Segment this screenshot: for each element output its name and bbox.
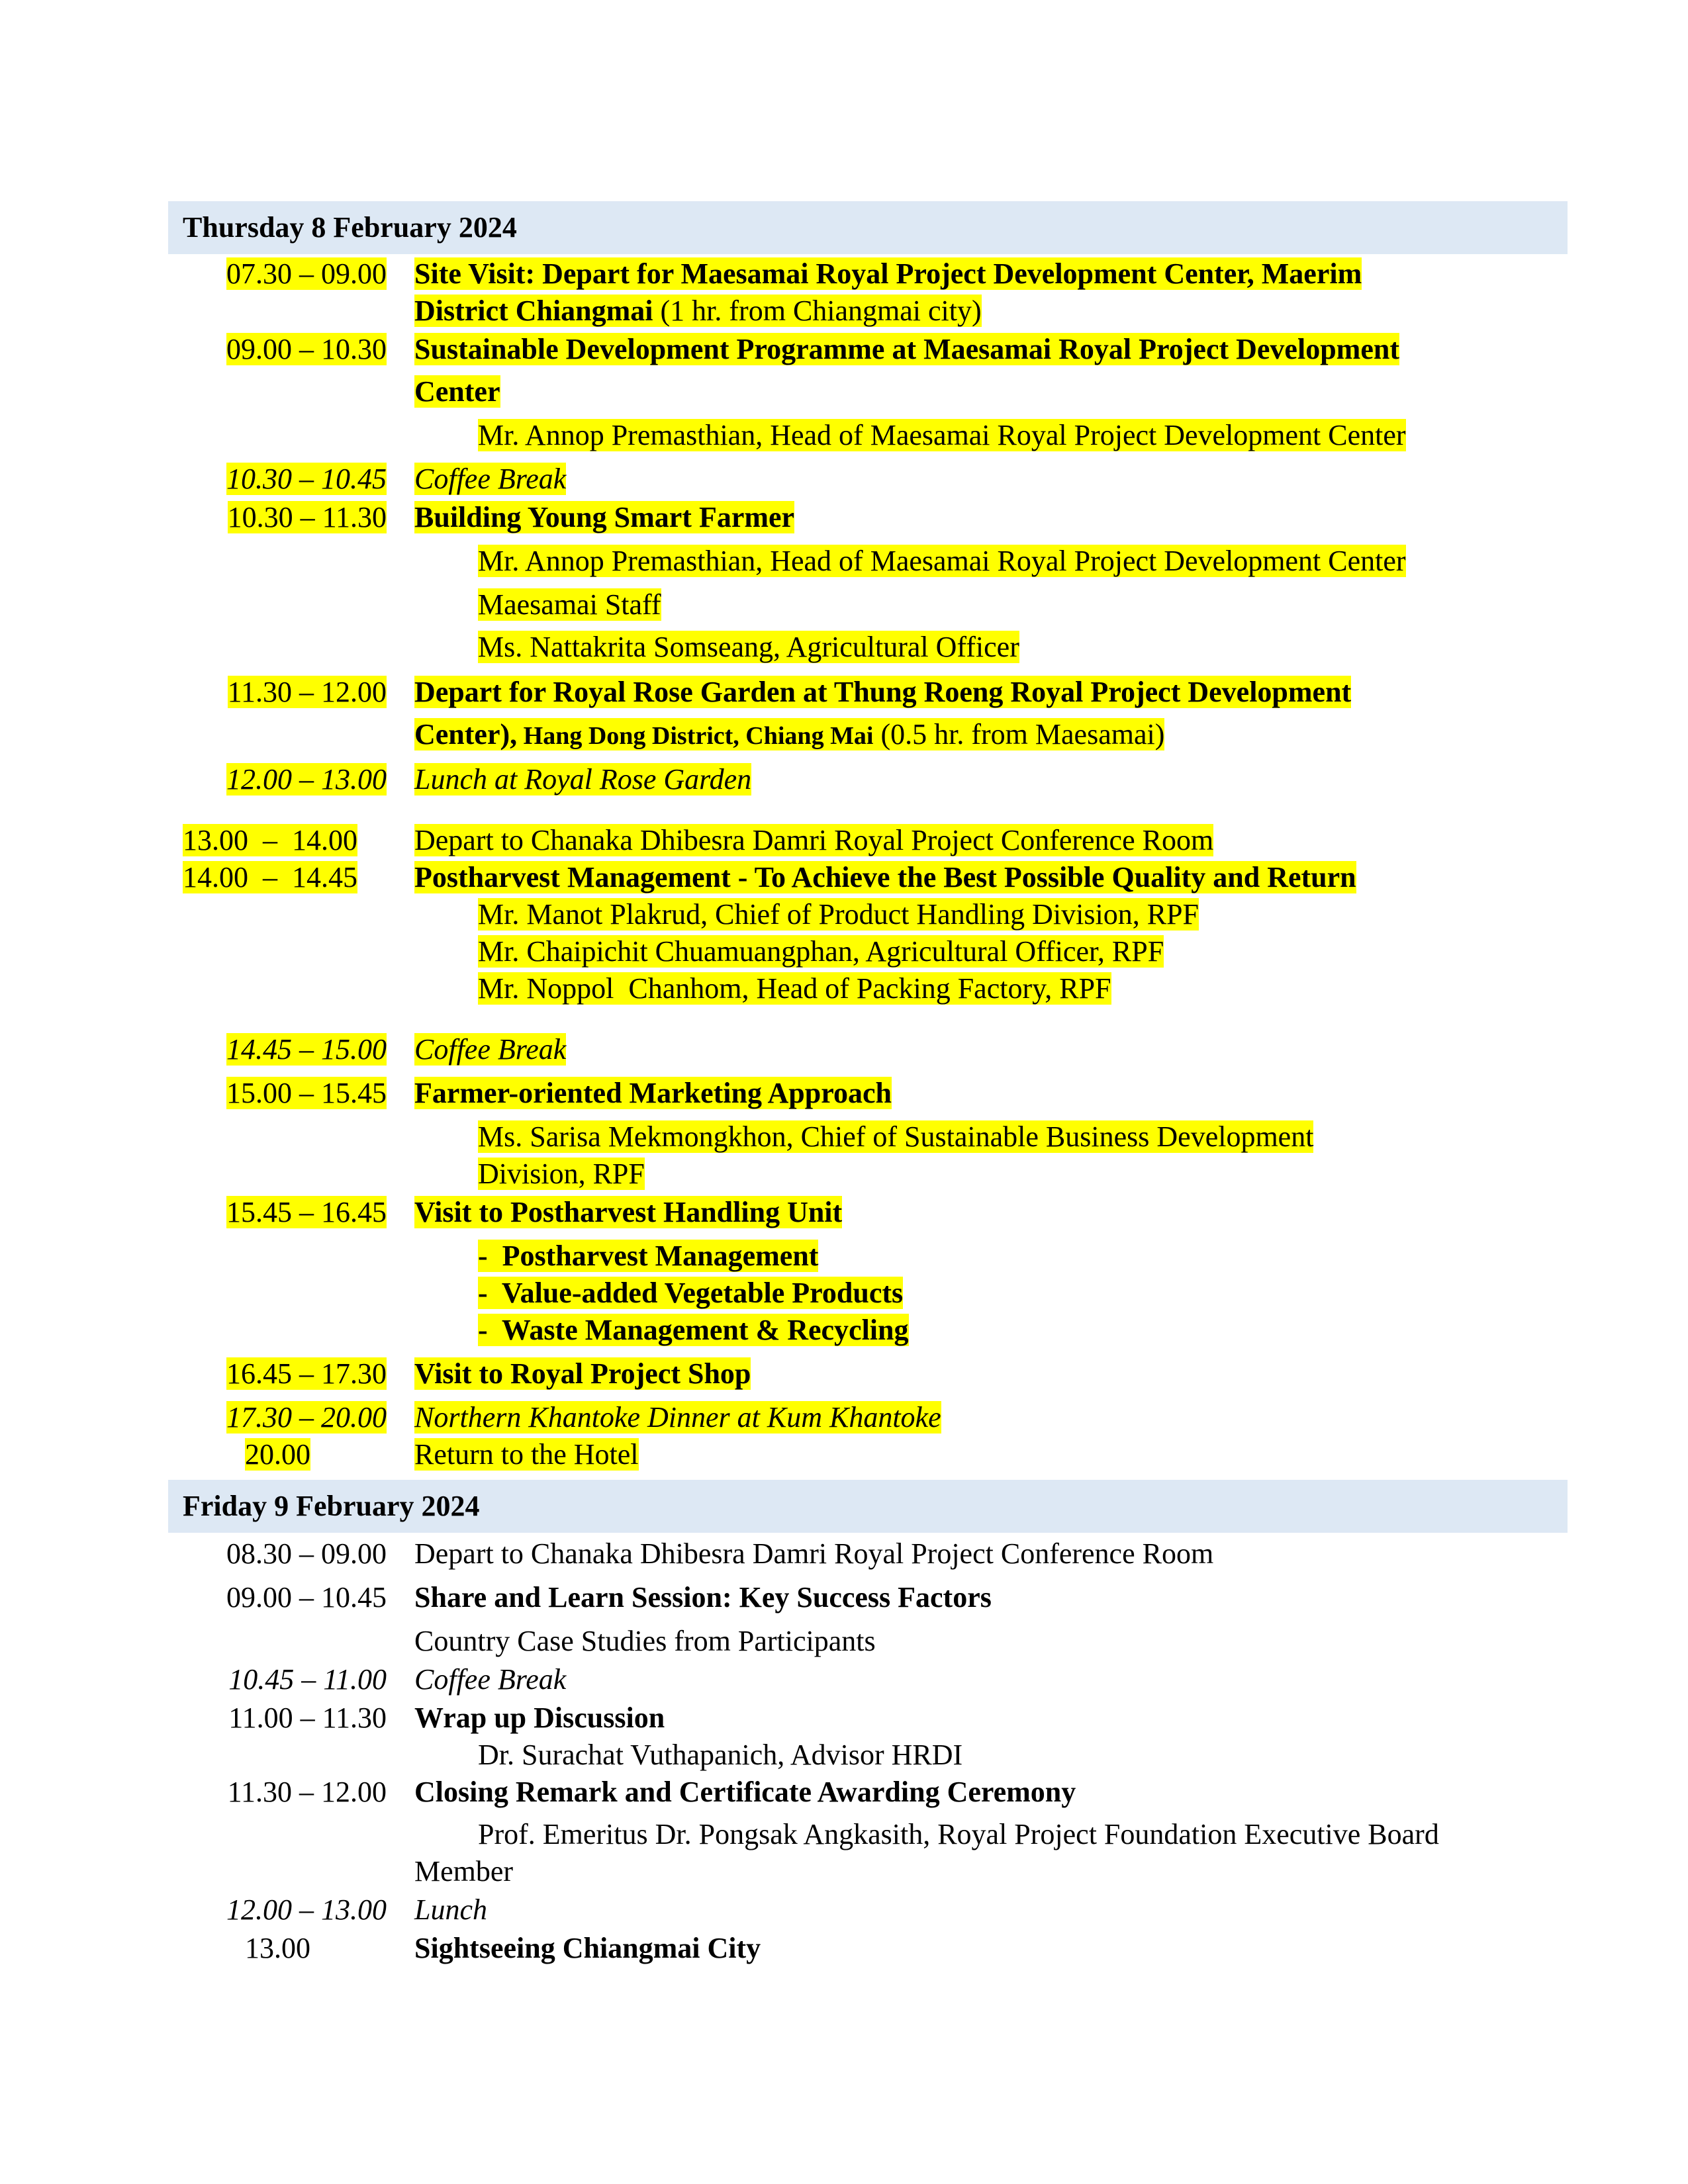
- schedule-time: 10.30 – 10.45: [226, 463, 387, 495]
- day-heading-friday: Friday 9 February 2024: [168, 1480, 1568, 1533]
- schedule-time: 11.00 – 11.30: [228, 1702, 387, 1734]
- speaker: Mr. Chaipichit Chuamuangphan, Agricultural Officer, RPF: [478, 935, 1164, 968]
- speaker: Mr. Annop Premasthian, Head of Maesamai Royal Project Development Center: [478, 419, 1406, 451]
- session-title: Postharvest Management - To Achieve the Best Possible Quality and Return: [414, 861, 1356, 893]
- schedule-time: 08.30 – 09.00: [226, 1537, 387, 1570]
- schedule-time: 15.00 – 15.45: [226, 1077, 387, 1109]
- session-title: Site Visit: Depart for Maesamai Royal Project Development Center, Maerim: [414, 257, 1362, 290]
- session-title: Coffee Break: [414, 1033, 567, 1066]
- session-title: Depart to Chanaka Dhibesra Damri Royal Project Conference Room: [414, 824, 1214, 856]
- session-title: Wrap up Discussion: [414, 1702, 665, 1734]
- session-title: Building Young Smart Farmer: [414, 501, 795, 533]
- schedule-time: 11.30 – 12.00: [227, 1776, 387, 1808]
- schedule-time: 09.00 – 10.45: [226, 1581, 387, 1614]
- speaker: Mr. Noppol Chanhom, Head of Packing Factory, RPF: [478, 972, 1111, 1005]
- session-title: Sustainable Development Programme at Maesamai Royal Project Development: [414, 333, 1399, 365]
- schedule-time: 07.30 – 09.00: [226, 257, 387, 290]
- schedule-time: 13.00 – 14.00: [183, 824, 357, 856]
- session-title: Closing Remark and Certificate Awarding Ceremony: [414, 1776, 1076, 1808]
- schedule-time: 16.45 – 17.30: [226, 1357, 387, 1390]
- schedule-time: 14.00 – 14.45: [183, 861, 357, 893]
- schedule-time: 17.30 – 20.00: [226, 1401, 387, 1433]
- schedule-time: 10.30 – 11.30: [227, 501, 387, 533]
- speaker: Maesamai Staff: [478, 588, 661, 621]
- session-title-cont: District Chiangmai (1 hr. from Chiangmai city): [414, 295, 982, 327]
- session-title: Visit to Royal Project Shop: [414, 1357, 751, 1390]
- session-title: Lunch at Royal Rose Garden: [414, 763, 752, 796]
- speaker-cont: Member: [414, 1855, 514, 1888]
- speaker: Prof. Emeritus Dr. Pongsak Angkasith, Royal Project Foundation Executive Board: [478, 1818, 1439, 1850]
- session-title: Visit to Postharvest Handling Unit: [414, 1196, 843, 1228]
- bullet-item: - Postharvest Management: [478, 1240, 819, 1272]
- session-title-cont: Center), Hang Dong District, Chiang Mai (0.5 hr. from Maesamai): [414, 718, 1165, 751]
- session-title: Share and Learn Session: Key Success Factors: [414, 1581, 992, 1614]
- schedule-time: 12.00 – 13.00: [226, 763, 387, 796]
- schedule-time: 10.45 – 11.00: [228, 1663, 387, 1696]
- speaker: Mr. Manot Plakrud, Chief of Product Handling Division, RPF: [478, 898, 1199, 931]
- speaker: Dr. Surachat Vuthapanich, Advisor HRDI: [478, 1739, 963, 1771]
- session-title: Northern Khantoke Dinner at Kum Khantoke: [414, 1401, 941, 1433]
- schedule-time: 15.45 – 16.45: [226, 1196, 387, 1228]
- speaker: Division, RPF: [478, 1158, 645, 1190]
- speaker: Mr. Annop Premasthian, Head of Maesamai Royal Project Development Center: [478, 545, 1406, 577]
- schedule-time: 12.00 – 13.00: [226, 1893, 387, 1926]
- session-title: Depart to Chanaka Dhibesra Damri Royal Project Conference Room: [414, 1537, 1214, 1570]
- schedule-time: 11.30 – 12.00: [227, 676, 387, 708]
- session-title: Coffee Break: [414, 463, 567, 495]
- day-heading-thursday: Thursday 8 February 2024: [168, 201, 1568, 254]
- speaker: Ms. Sarisa Mekmongkhon, Chief of Sustainable Business Development: [478, 1120, 1314, 1153]
- schedule-time: 13.00: [245, 1932, 310, 1964]
- schedule-time: 14.45 – 15.00: [226, 1033, 387, 1066]
- session-title: Return to the Hotel: [414, 1438, 639, 1471]
- bullet-item: - Value-added Vegetable Products: [478, 1277, 904, 1309]
- session-title: Sightseeing Chiangmai City: [414, 1932, 761, 1964]
- session-title: Lunch: [414, 1893, 487, 1926]
- schedule-time: 09.00 – 10.30: [226, 333, 387, 365]
- session-title: Depart for Royal Rose Garden at Thung Roeng Royal Project Development: [414, 676, 1352, 708]
- speaker: Ms. Nattakrita Somseang, Agricultural Officer: [478, 631, 1019, 663]
- session-title: Farmer-oriented Marketing Approach: [414, 1077, 892, 1109]
- session-title: Coffee Break: [414, 1663, 567, 1696]
- session-title-cont: Center: [414, 375, 500, 408]
- bullet-item: - Waste Management & Recycling: [478, 1314, 909, 1346]
- schedule-time: 20.00: [245, 1438, 310, 1471]
- session-subtitle: Country Case Studies from Participants: [414, 1625, 876, 1657]
